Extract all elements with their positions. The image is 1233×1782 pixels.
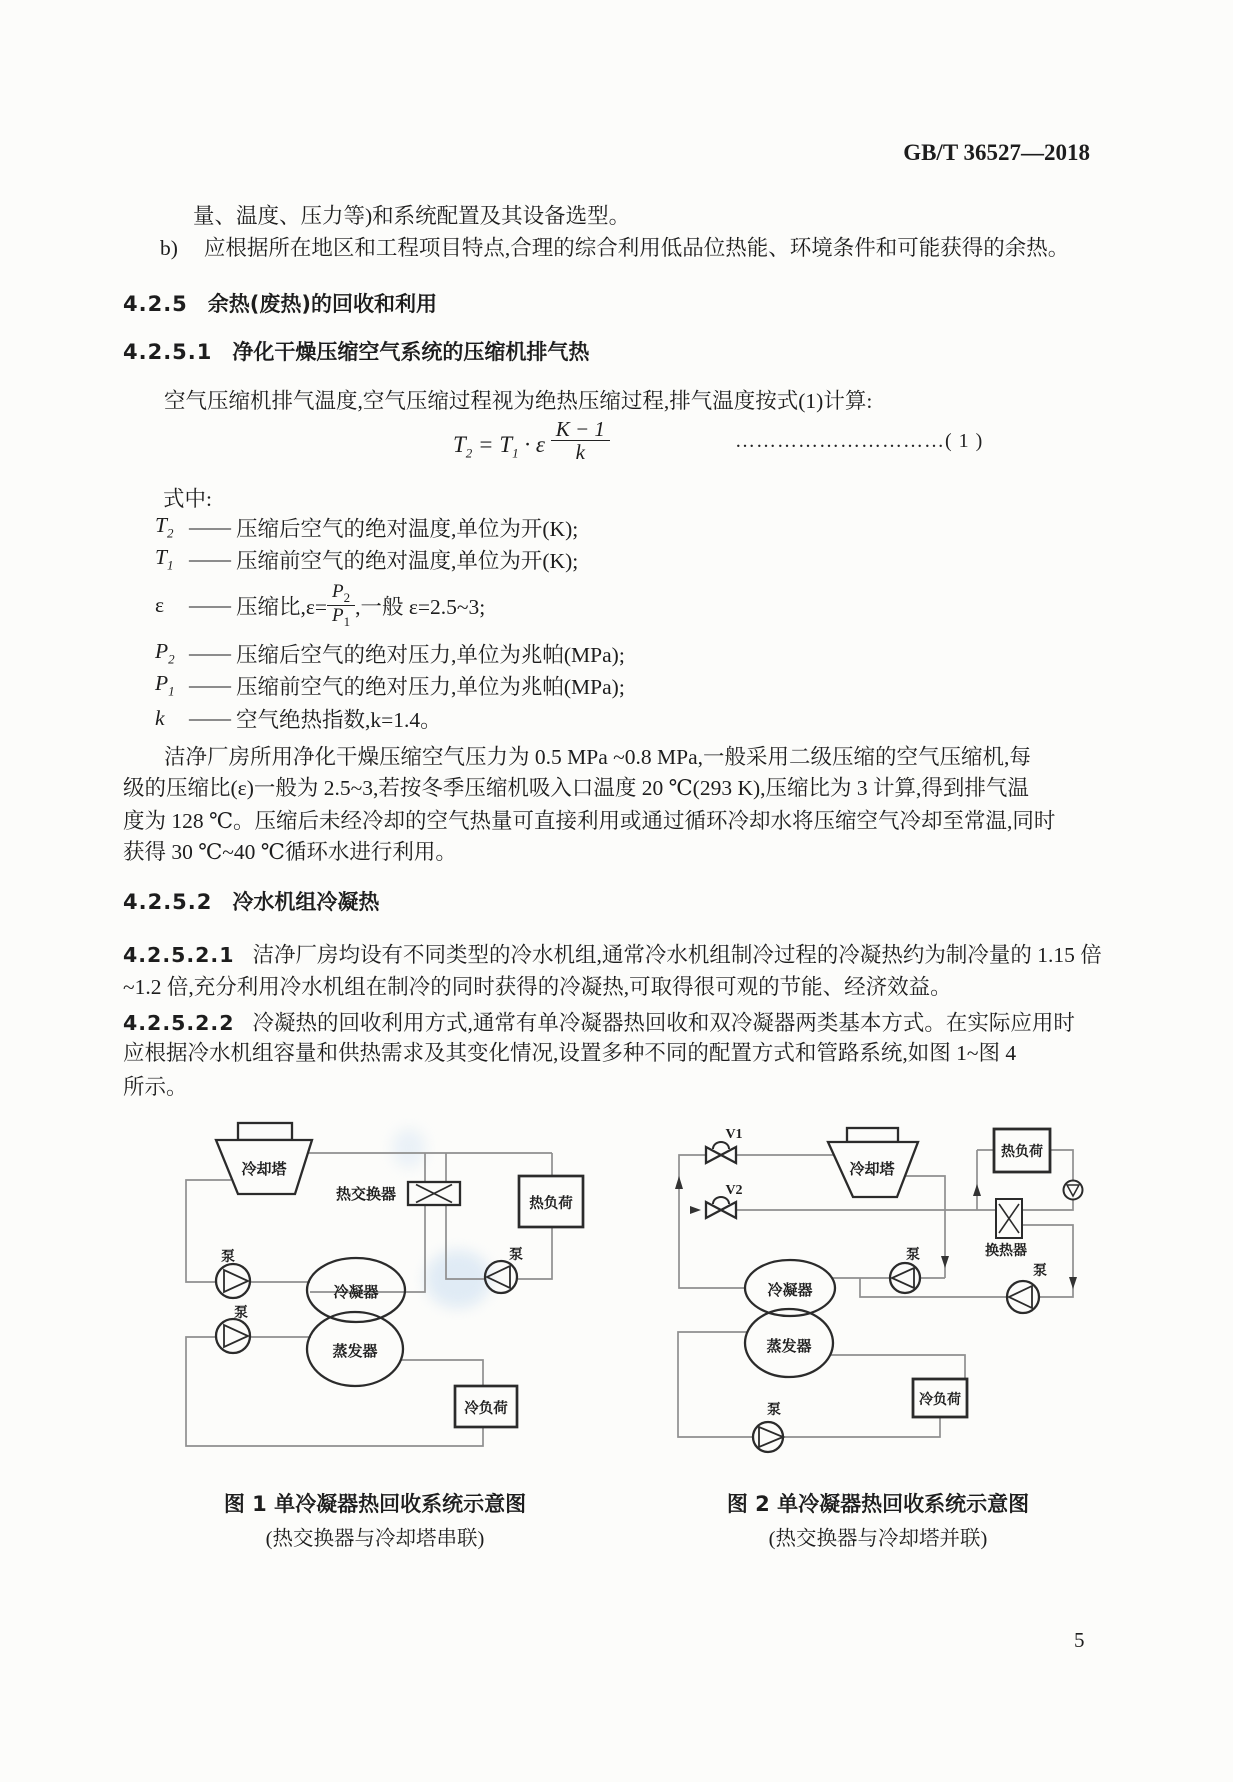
cooling-tower-fan-housing bbox=[847, 1128, 898, 1142]
cooling-tower-label: 冷却塔 bbox=[849, 1160, 895, 1178]
figure-1-subcaption: (热交换器与冷却塔串联) bbox=[265, 1528, 485, 1550]
definition-P1: $P_1$ —— 压缩前空气的绝对压力,单位为兆帕(MPa); bbox=[155, 671, 625, 699]
pump-label: 泵 bbox=[1033, 1263, 1047, 1279]
pump-impeller-icon bbox=[759, 1427, 783, 1447]
heat-exchanger-label: 换热器 bbox=[985, 1243, 1027, 1259]
heat-load-label: 热负荷 bbox=[529, 1196, 573, 1212]
figure-2-caption: 图 2 单冷凝器热回收系统示意图 bbox=[726, 1492, 1030, 1516]
formula-intro-paragraph: 空气压缩机排气温度,空气压缩过程视为绝热压缩过程,排气温度按式(1)计算: bbox=[164, 389, 873, 413]
paragraph-line: 获得 30 ℃~40 ℃循环水进行利用。 bbox=[123, 840, 457, 864]
pump-icon bbox=[890, 1263, 920, 1293]
up-arrow-icon bbox=[675, 1176, 683, 1189]
pump-icon bbox=[216, 1319, 250, 1353]
figure-1-diagram bbox=[140, 1112, 610, 1460]
cold-load-label: 冷负荷 bbox=[464, 1401, 508, 1417]
paragraph-continuation: 量、温度、压力等)和系统配置及其设备选型。 bbox=[193, 204, 631, 228]
equation-1 bbox=[123, 417, 1110, 474]
list-item-b bbox=[123, 231, 1160, 262]
valve-v2-label: V2 bbox=[725, 1183, 743, 1198]
clause-4-2-5-2-2-line1: 4.2.5.2.2 冷凝热的回收利用方式,通常有单冷凝器热回收和双冷凝器两类基本方式。在实际应用时 bbox=[123, 1011, 1075, 1035]
pump-label: 泵 bbox=[906, 1247, 920, 1263]
paragraph-line: 级的压缩比(ε)一般为 2.5~3,若按冬季压缩机吸入口温度 20 ℃(293 K),压缩比为 3 计算,得到排气温 bbox=[123, 776, 1029, 800]
cooling-tower-fan-housing bbox=[238, 1123, 292, 1140]
down-arrow-icon bbox=[941, 1256, 949, 1268]
valve-v1-icon bbox=[706, 1142, 736, 1163]
definition-P2: $P_2$ —— 压缩后空气的绝对压力,单位为兆帕(MPa); bbox=[155, 639, 625, 667]
pump-icon bbox=[1007, 1281, 1039, 1313]
clause-4-2-5-2-1-line1: 4.2.5.2.1 洁净厂房均设有不同类型的冷水机组,通常冷水机组制冷过程的冷凝热约为制冷量的 1.15 倍 bbox=[123, 943, 1102, 967]
section-heading-4-2-5: 4.2.5 余热(废热)的回收和利用 bbox=[123, 292, 437, 316]
cooling-tower-label: 冷却塔 bbox=[241, 1160, 287, 1178]
pump-label: 泵 bbox=[234, 1305, 248, 1321]
condenser-label: 冷凝器 bbox=[767, 1281, 813, 1299]
equation-dots-and-number: …………………………( 1 ) bbox=[735, 430, 984, 452]
pump-label: 泵 bbox=[509, 1247, 523, 1263]
heat-load-label: 热负荷 bbox=[1001, 1144, 1043, 1160]
evaporator-label: 蒸发器 bbox=[332, 1342, 378, 1360]
up-arrow-icon bbox=[973, 1184, 981, 1196]
pump-label: 泵 bbox=[767, 1402, 781, 1418]
down-arrow-icon bbox=[1069, 1277, 1077, 1289]
pump-icon bbox=[485, 1261, 517, 1293]
pump-impeller-icon bbox=[487, 1266, 510, 1288]
exponent-fraction: $\frac{K - 1}{k}$ bbox=[551, 418, 610, 463]
pump-icon bbox=[216, 1264, 250, 1298]
figure-1-caption: 图 1 单冷凝器热回收系统示意图 bbox=[223, 1492, 527, 1516]
figure-2-subcaption: (热交换器与冷却塔并联) bbox=[768, 1528, 988, 1550]
list-item-b-text: 应根据所在地区和工程项目特点,合理的综合利用低品位热能、环境条件和可能获得的余热。 bbox=[203, 236, 1070, 260]
definition-k: k —— 空气绝热指数,k=1.4。 bbox=[155, 706, 442, 732]
pump-impeller-icon bbox=[224, 1325, 248, 1347]
pump-label: 泵 bbox=[221, 1249, 235, 1265]
section-heading-4-2-5-2: 4.2.5.2 冷水机组冷凝热 bbox=[123, 890, 380, 914]
valve-v1-label: V1 bbox=[725, 1127, 743, 1142]
evaporator-label: 蒸发器 bbox=[766, 1337, 812, 1355]
epsilon-fraction: $\frac{P_2}{P_1}$ bbox=[327, 582, 355, 628]
clause-4-2-5-2-1-line2: ~1.2 倍,充分利用冷水机组在制冷的同时获得的冷凝热,可取得很可观的节能、经济效益。 bbox=[123, 975, 952, 999]
list-item-b-label: b) bbox=[160, 236, 178, 260]
valve-v2-icon bbox=[706, 1197, 736, 1218]
paragraph-line: 洁净厂房所用净化干燥压缩空气压力为 0.5 MPa ~0.8 MPa,一般采用二级压缩的空气压缩机,每 bbox=[164, 745, 1031, 769]
equation-expression: $T_2 = T_1 \cdot \varepsilon$ $\frac{K - 1}{k}$ bbox=[453, 424, 610, 469]
condenser-label: 冷凝器 bbox=[333, 1283, 379, 1301]
pump-icon bbox=[753, 1422, 783, 1452]
paragraph-line: 度为 128 ℃。压缩后未经冷却的空气热量可直接利用或通过循环冷却水将压缩空气冷却至常温,同时 bbox=[123, 809, 1056, 833]
page-number: 5 bbox=[1074, 1628, 1085, 1652]
right-arrow-icon bbox=[690, 1206, 701, 1214]
definition-epsilon: ε —— 压缩比,ε= $\frac{P_2}{P_1}$ ,一般 ε=2.5~3; bbox=[155, 581, 486, 629]
pump-impeller-icon bbox=[224, 1270, 248, 1292]
definition-T2: $T_2$ —— 压缩后空气的绝对温度,单位为开(K); bbox=[155, 513, 579, 541]
pump-impeller-icon bbox=[1067, 1185, 1079, 1196]
clause-4-2-5-2-2-line3: 所示。 bbox=[123, 1075, 188, 1099]
figure-2-diagram bbox=[600, 1112, 1125, 1462]
cold-load-label: 冷负荷 bbox=[919, 1392, 961, 1408]
standard-number-header: GB/T 36527—2018 bbox=[903, 140, 1090, 165]
where-label: 式中: bbox=[163, 487, 212, 511]
pump-impeller-icon bbox=[1009, 1286, 1032, 1308]
section-heading-4-2-5-1: 4.2.5.1 净化干燥压缩空气系统的压缩机排气热 bbox=[123, 340, 590, 364]
definition-T1: $T_1$ —— 压缩前空气的绝对温度,单位为开(K); bbox=[155, 545, 579, 573]
heat-exchanger-label: 热交换器 bbox=[335, 1185, 397, 1203]
clause-4-2-5-2-2-line2: 应根据冷水机组容量和供热需求及其变化情况,设置多种不同的配置方式和管路系统,如图 1~图 4 bbox=[123, 1041, 1017, 1065]
pump-impeller-icon bbox=[892, 1268, 914, 1288]
